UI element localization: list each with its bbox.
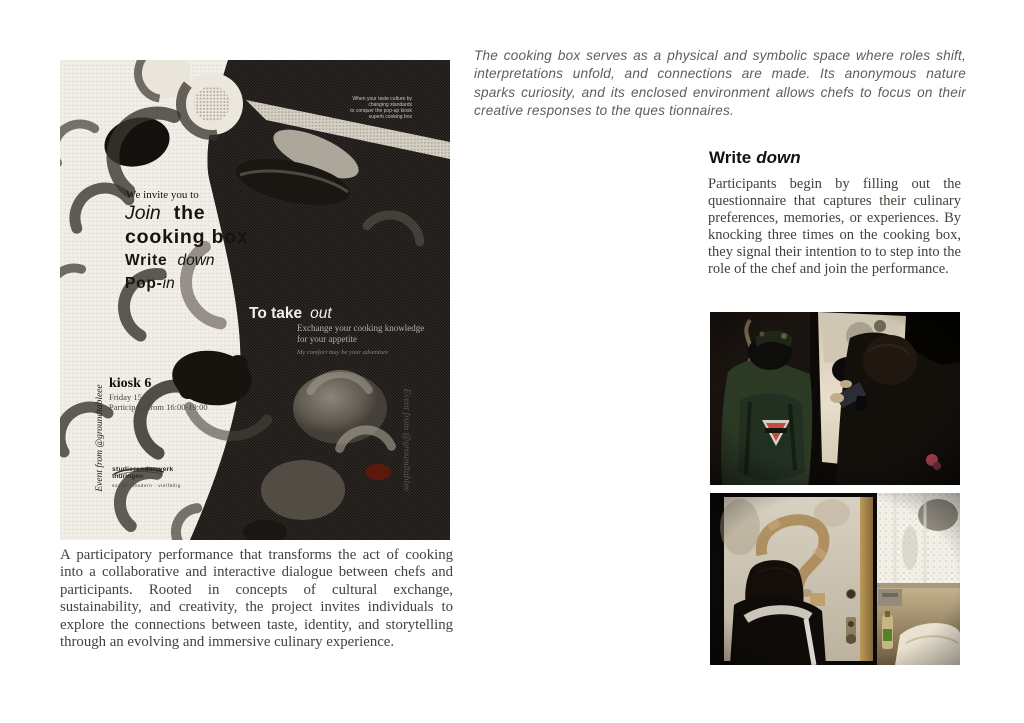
poster-corner-note bbox=[312, 96, 412, 120]
poster-invite-line: We invite you to bbox=[126, 189, 199, 201]
headline-pop: Pop- bbox=[125, 275, 163, 292]
photo-question-door bbox=[710, 493, 960, 665]
poster-caption-paragraph: A participatory performance that transforms the act of cooking into a collaborative and interactive dialogue between chefs and participants. Rooted in concepts of cultural exchange, sustainability, and creativity, the project invites individuals to explore the connections between taste, identity, and storytelling through an evolving and immersive culinary experience. bbox=[60, 547, 453, 651]
poster-credit-right: Event from @groundtablee bbox=[401, 388, 411, 492]
kiosk-title: kiosk 6 bbox=[109, 376, 152, 391]
corner-note-line: When your taste culture by bbox=[352, 96, 412, 102]
poster-credit-left: Event from @groundtableee bbox=[95, 384, 105, 492]
logo-line1: studierendenwerk bbox=[112, 466, 174, 473]
poster-takeout-subtext bbox=[297, 323, 437, 345]
event-poster bbox=[60, 60, 450, 540]
headline-the: the bbox=[173, 202, 206, 224]
poster-comfort-note: My comfort may be your adventure bbox=[297, 349, 389, 356]
headline-down: down bbox=[177, 252, 215, 269]
logo-line2: thüringen bbox=[112, 473, 144, 480]
headline-join: Join bbox=[125, 202, 161, 224]
takeout-sub-line: Exchange your cooking knowledge bbox=[297, 323, 425, 333]
takeout-sub-line: for your appetite bbox=[297, 334, 357, 344]
logo-tagline: sozial · modern · vielfältig bbox=[112, 483, 181, 488]
photo-question-door-image bbox=[710, 493, 960, 665]
kiosk-time: Participate from 16:00-19:00 bbox=[109, 402, 208, 412]
write-down-bold: Write bbox=[709, 148, 752, 167]
kiosk-date: Friday 15.11 bbox=[109, 392, 153, 402]
write-down-italic: down bbox=[756, 148, 801, 167]
studierendenwerk-logo bbox=[112, 466, 242, 488]
photo-kiosk-night-image bbox=[710, 312, 960, 485]
headline-write: Write bbox=[125, 252, 168, 269]
logo-swoosh-icon bbox=[112, 466, 166, 476]
photo-kiosk-night bbox=[710, 312, 960, 485]
poster-kiosk-block bbox=[109, 376, 208, 412]
corner-note-line: changing standards bbox=[368, 102, 412, 108]
corner-note-line: superb cooking box bbox=[368, 114, 412, 120]
red-stamp bbox=[365, 464, 391, 480]
takeout-italic: out bbox=[310, 305, 332, 322]
write-down-paragraph: Participants begin by filling out the questionnaire that captures their culinary preferences, memories, or experiences. By knocking three times on the cooking box, they signal their intention to to step into the role of the chef and join the performance. bbox=[708, 176, 961, 278]
write-down-heading bbox=[709, 148, 801, 168]
poster-takeout-title bbox=[249, 305, 332, 323]
intro-paragraph: The cooking box serves as a physical and symbolic space where roles shift, interpretations unfold, and connections are made. Its anonymous nature sparks curiosity, and its enclosed environment allows chefs to focus on their creative responses to the ques tionnaires. bbox=[474, 48, 966, 119]
takeout-bold: To take bbox=[249, 305, 303, 322]
corner-note-line: to conquer the pop-up kiosk bbox=[350, 108, 412, 114]
headline-cooking-box: cooking box bbox=[125, 226, 249, 248]
headline-in: in bbox=[162, 275, 175, 292]
poster-headline bbox=[125, 201, 249, 295]
